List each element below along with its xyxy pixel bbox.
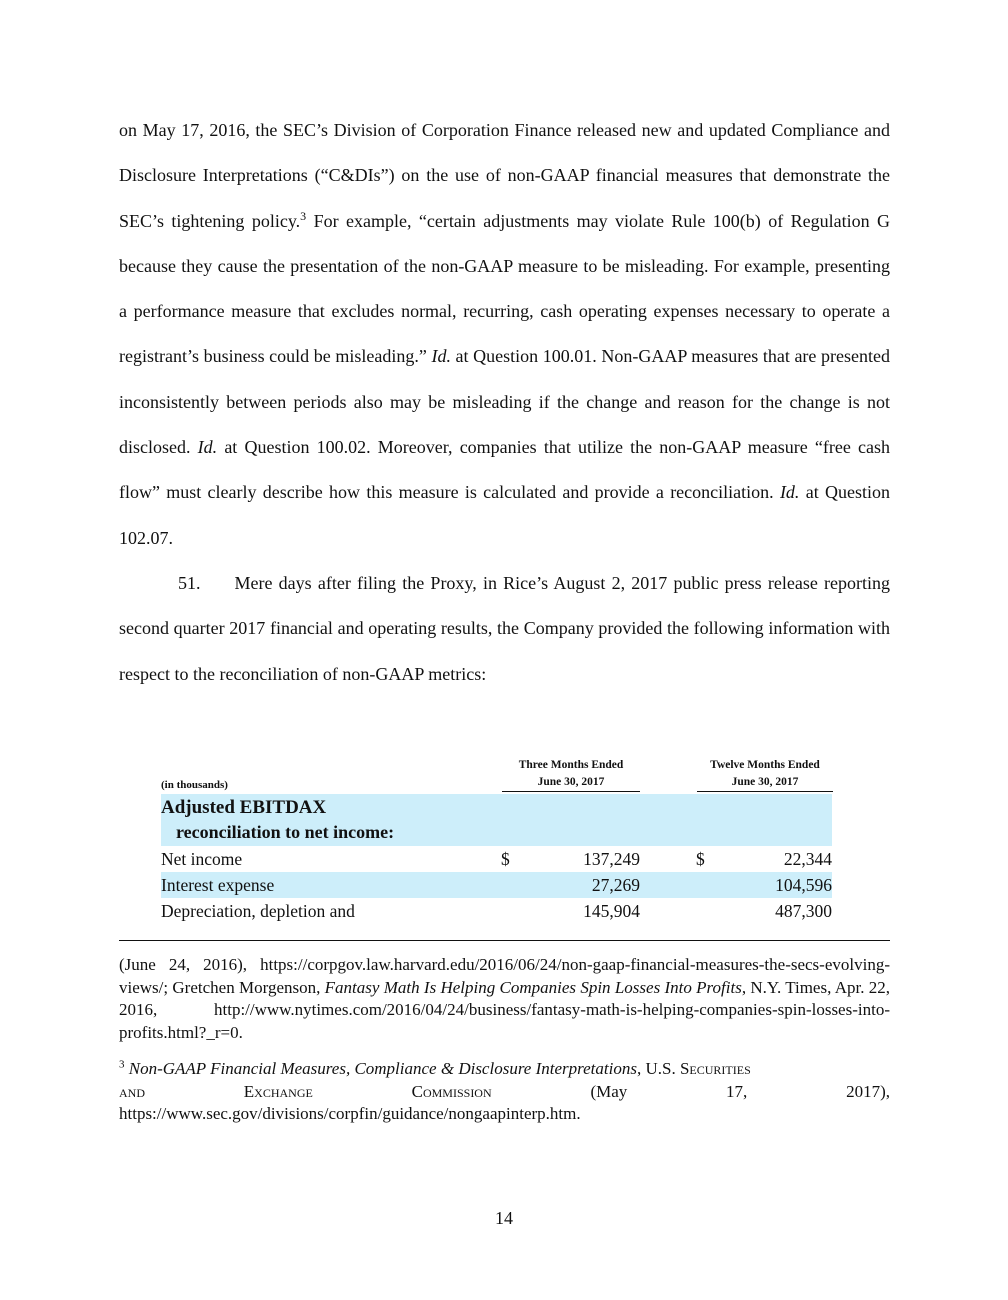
value-twelve-months: 22,344 [783, 849, 832, 869]
footnote-word: and [119, 1081, 145, 1101]
intro-quote: For example, “certain adjustments may violate Rule 100(b) of Regulation G because they cause the presentation of the non-GAAP measure to be misleading. For example, presenting a performance measure that excludes normal, recurring, cash operating expenses necessary to operate a registrant’s business could be misleading.” [119, 210, 890, 367]
row-label: Depreciation, depletion and [161, 901, 355, 921]
id-citation: Id. [779, 482, 800, 503]
footnote-word: Exchange [243, 1081, 313, 1101]
table-row [119, 846, 890, 872]
value-three-months: 27,269 [591, 875, 640, 895]
footnote-word: 17, [726, 1081, 748, 1101]
value-twelve-months: 487,300 [775, 901, 832, 921]
footnotes [119, 954, 890, 1126]
row-label: Net income [161, 849, 243, 869]
value-three-months: 145,904 [583, 901, 640, 921]
footnote-divider [119, 940, 890, 941]
column-header-line: June 30, 2017 [537, 776, 605, 788]
cited-publication-title: Non-GAAP Financial Measures, Compliance & Disclosure Interpretations [128, 1059, 637, 1078]
footnote-continuation [119, 954, 890, 1044]
value-three-months: 137,249 [583, 849, 640, 869]
table-section-heading [119, 794, 890, 846]
intro-segment-1: at Question 100.01. Non-GAAP measures that are presented inconsistently between periods also may be misleading if the change and reason for the change is not disclosed. [119, 346, 890, 458]
footnote-3-url[interactable]: https://www.sec.gov/divisions/corpfin/guidance/nongaapinterp.htm. [119, 1104, 581, 1123]
section-heading-line-2: reconciliation to net income: [176, 822, 395, 842]
footnote-text: (June 24, 2016), https://corpgov.law.harvard.edu/2016/06/24/non-gaap-financial-measures-the-secs-evolving-views/; Gretchen Morgenson, [119, 955, 890, 997]
column-header-twelve-months [697, 757, 833, 792]
row-label: Interest expense [161, 875, 275, 895]
body-text [119, 108, 890, 697]
table-row [119, 872, 890, 898]
column-header-line: June 30, 2017 [731, 776, 799, 788]
footnote-text: , N.Y. Times, Apr. 22, 2016, http://www.nytimes.com/2016/04/24/business/fantasy-math-is-helping-companies-spin-losses-into-profits.html?_r=0. [119, 977, 890, 1042]
footnote-reference-3[interactable]: 3 [300, 208, 307, 223]
footnote-3-line-1 [119, 1058, 890, 1081]
intro-segment-2: at Question 100.02. Moreover, companies that utilize the non-GAAP measure “free cash flow” must clearly describe how this measure is calculated and provide a reconciliation. [119, 437, 890, 503]
table-row [119, 898, 890, 924]
intro-segment-3: at Question 102.07. [119, 482, 890, 548]
paragraph-intro [119, 108, 890, 561]
column-header-line: Twelve Months Ended [710, 759, 820, 771]
id-citation: Id. [197, 437, 218, 458]
paragraph-number: 51. [178, 572, 201, 593]
footnote-text: Securities [679, 1059, 751, 1078]
intro-prefix: on May 17, 2016, the SEC’s Division of Corporation Finance released new and updated Compliance and Disclosure Interpretations (“C&DIs”) on the use of non-GAAP financial measures that demonstrate the SEC’s tightening policy. [119, 120, 890, 231]
footnote-text: , U.S. [636, 1059, 680, 1078]
value-twelve-months: 104,596 [775, 875, 832, 895]
footnote-3-line-2 [119, 1081, 890, 1104]
reconciliation-table [119, 752, 890, 924]
footnote-word: Commission [411, 1081, 492, 1101]
column-header-three-months [502, 757, 640, 792]
cited-article-title: Fantasy Math Is Helping Companies Spin Losses Into Profits [324, 977, 742, 997]
footnote-word: 2017), [846, 1081, 890, 1101]
table-header [119, 752, 890, 794]
column-header-line: Three Months Ended [518, 759, 624, 771]
page-number: 14 [495, 1208, 513, 1228]
paragraph-51-text: Mere days after filing the Proxy, in Rice’s August 2, 2017 public press release reporting second quarter 2017 financial and operating results, the Company provided the following information with respect to the reconciliation of non-GAAP metrics: [119, 572, 890, 684]
unit-label: (in thousands) [161, 779, 228, 791]
footnote-word: (May [590, 1081, 628, 1101]
section-heading-line-1: Adjusted EBITDAX [161, 797, 327, 818]
id-citation: Id. [431, 346, 451, 367]
paragraph-51 [119, 561, 890, 697]
currency-symbol: $ [696, 849, 705, 869]
footnote-marker: 3 [119, 1058, 125, 1071]
currency-symbol: $ [501, 849, 510, 869]
footnote-3 [119, 1058, 890, 1126]
